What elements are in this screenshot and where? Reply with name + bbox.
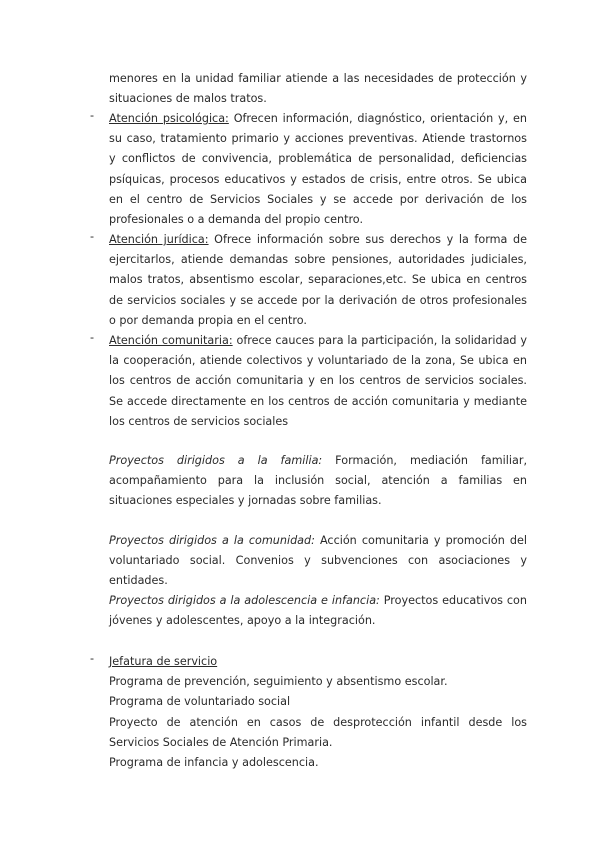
intro-text: menores en la unidad familiar atiende a las necesidades de protección y situaciones de malos tratos. xyxy=(109,72,527,106)
service-psicologica xyxy=(90,109,528,230)
service-text: Ofrecen información, diagnóstico, orientación y, en su caso, tratamiento primario y acciones preventivas. Atiende trastornos y conflictos de convivencia, problemática de personalidad, deficiencias psíquicas, procesos educativos y estados de crisis, entre otros. Se ubica en el centro de Servicios Sociales y se accede por derivación de los profesionales o a demanda del propio centro. xyxy=(109,112,528,227)
jefatura-title: Jefatura de servicio xyxy=(109,655,218,668)
bullet-dash: - xyxy=(90,652,95,665)
service-text: Ofrece información sobre sus derechos y la forma de ejercitarlos, atiende demandas sobre pensiones, autoridades judiciales, malos tratos, absentismo escolar, separaciones,etc. Se ubica en centros de servicios sociales y se accede por la derivación de otros profesionales o por demanda propia en el centro. xyxy=(109,233,527,327)
service-paragraph xyxy=(109,109,527,230)
project-paragraph xyxy=(109,451,527,512)
program-item: Proyecto de atención en casos de desprotección infantil desde los Servicios Sociales de Atención Primaria. xyxy=(109,715,527,749)
program-item: Programa de voluntariado social xyxy=(109,695,291,709)
project-label: Proyectos dirigidos a la comunidad: xyxy=(109,534,315,547)
intro-paragraph xyxy=(109,69,527,109)
service-title: Atención jurídica: xyxy=(109,233,209,246)
service-juridica xyxy=(90,230,527,331)
project-paragraph xyxy=(109,591,527,631)
project-text: Proyectos educativos con jóvenes y adolescentes, apoyo a la integración. xyxy=(109,594,527,628)
project-label: Proyectos dirigidos a la adolescencia e infancia: xyxy=(109,594,380,607)
service-paragraph xyxy=(109,331,527,432)
service-text: ofrece cauces para la participación, la solidaridad y la cooperación, atiende colectivos y voluntariado de la zona, Se ubica en los centros de acción comunitaria y en los centros de servicios sociales. Se accede directamente en los centros de acción comunitaria y mediante los centros de servicios sociales xyxy=(109,334,527,428)
project-text: Formación, mediación familiar, acompañamiento para la inclusión social, atención a familias en situaciones especiales y jornadas sobre familias. xyxy=(109,454,528,508)
project-adolescencia xyxy=(109,591,527,631)
project-text: Acción comunitaria y promoción del voluntariado social. Convenios y subvenciones con asociaciones y entidades. xyxy=(109,534,527,588)
service-paragraph xyxy=(109,230,527,331)
project-paragraph xyxy=(109,531,527,592)
service-comunitaria xyxy=(90,331,527,432)
bullet-dash: - xyxy=(90,331,95,344)
program-item: Programa de prevención, seguimiento y absentismo escolar. xyxy=(109,675,448,689)
project-comunidad xyxy=(109,531,527,592)
bullet-dash: - xyxy=(90,109,95,122)
jefatura-section xyxy=(90,652,527,773)
service-title: Atención comunitaria: xyxy=(109,334,233,347)
project-label: Proyectos dirigidos a la familia: xyxy=(109,454,323,467)
project-familia xyxy=(109,451,527,512)
program-item: Programa de infancia y adolescencia. xyxy=(109,756,319,770)
jefatura-title-line xyxy=(109,652,527,672)
bullet-dash: - xyxy=(90,230,95,243)
service-title: Atención psicológica: xyxy=(109,112,229,125)
